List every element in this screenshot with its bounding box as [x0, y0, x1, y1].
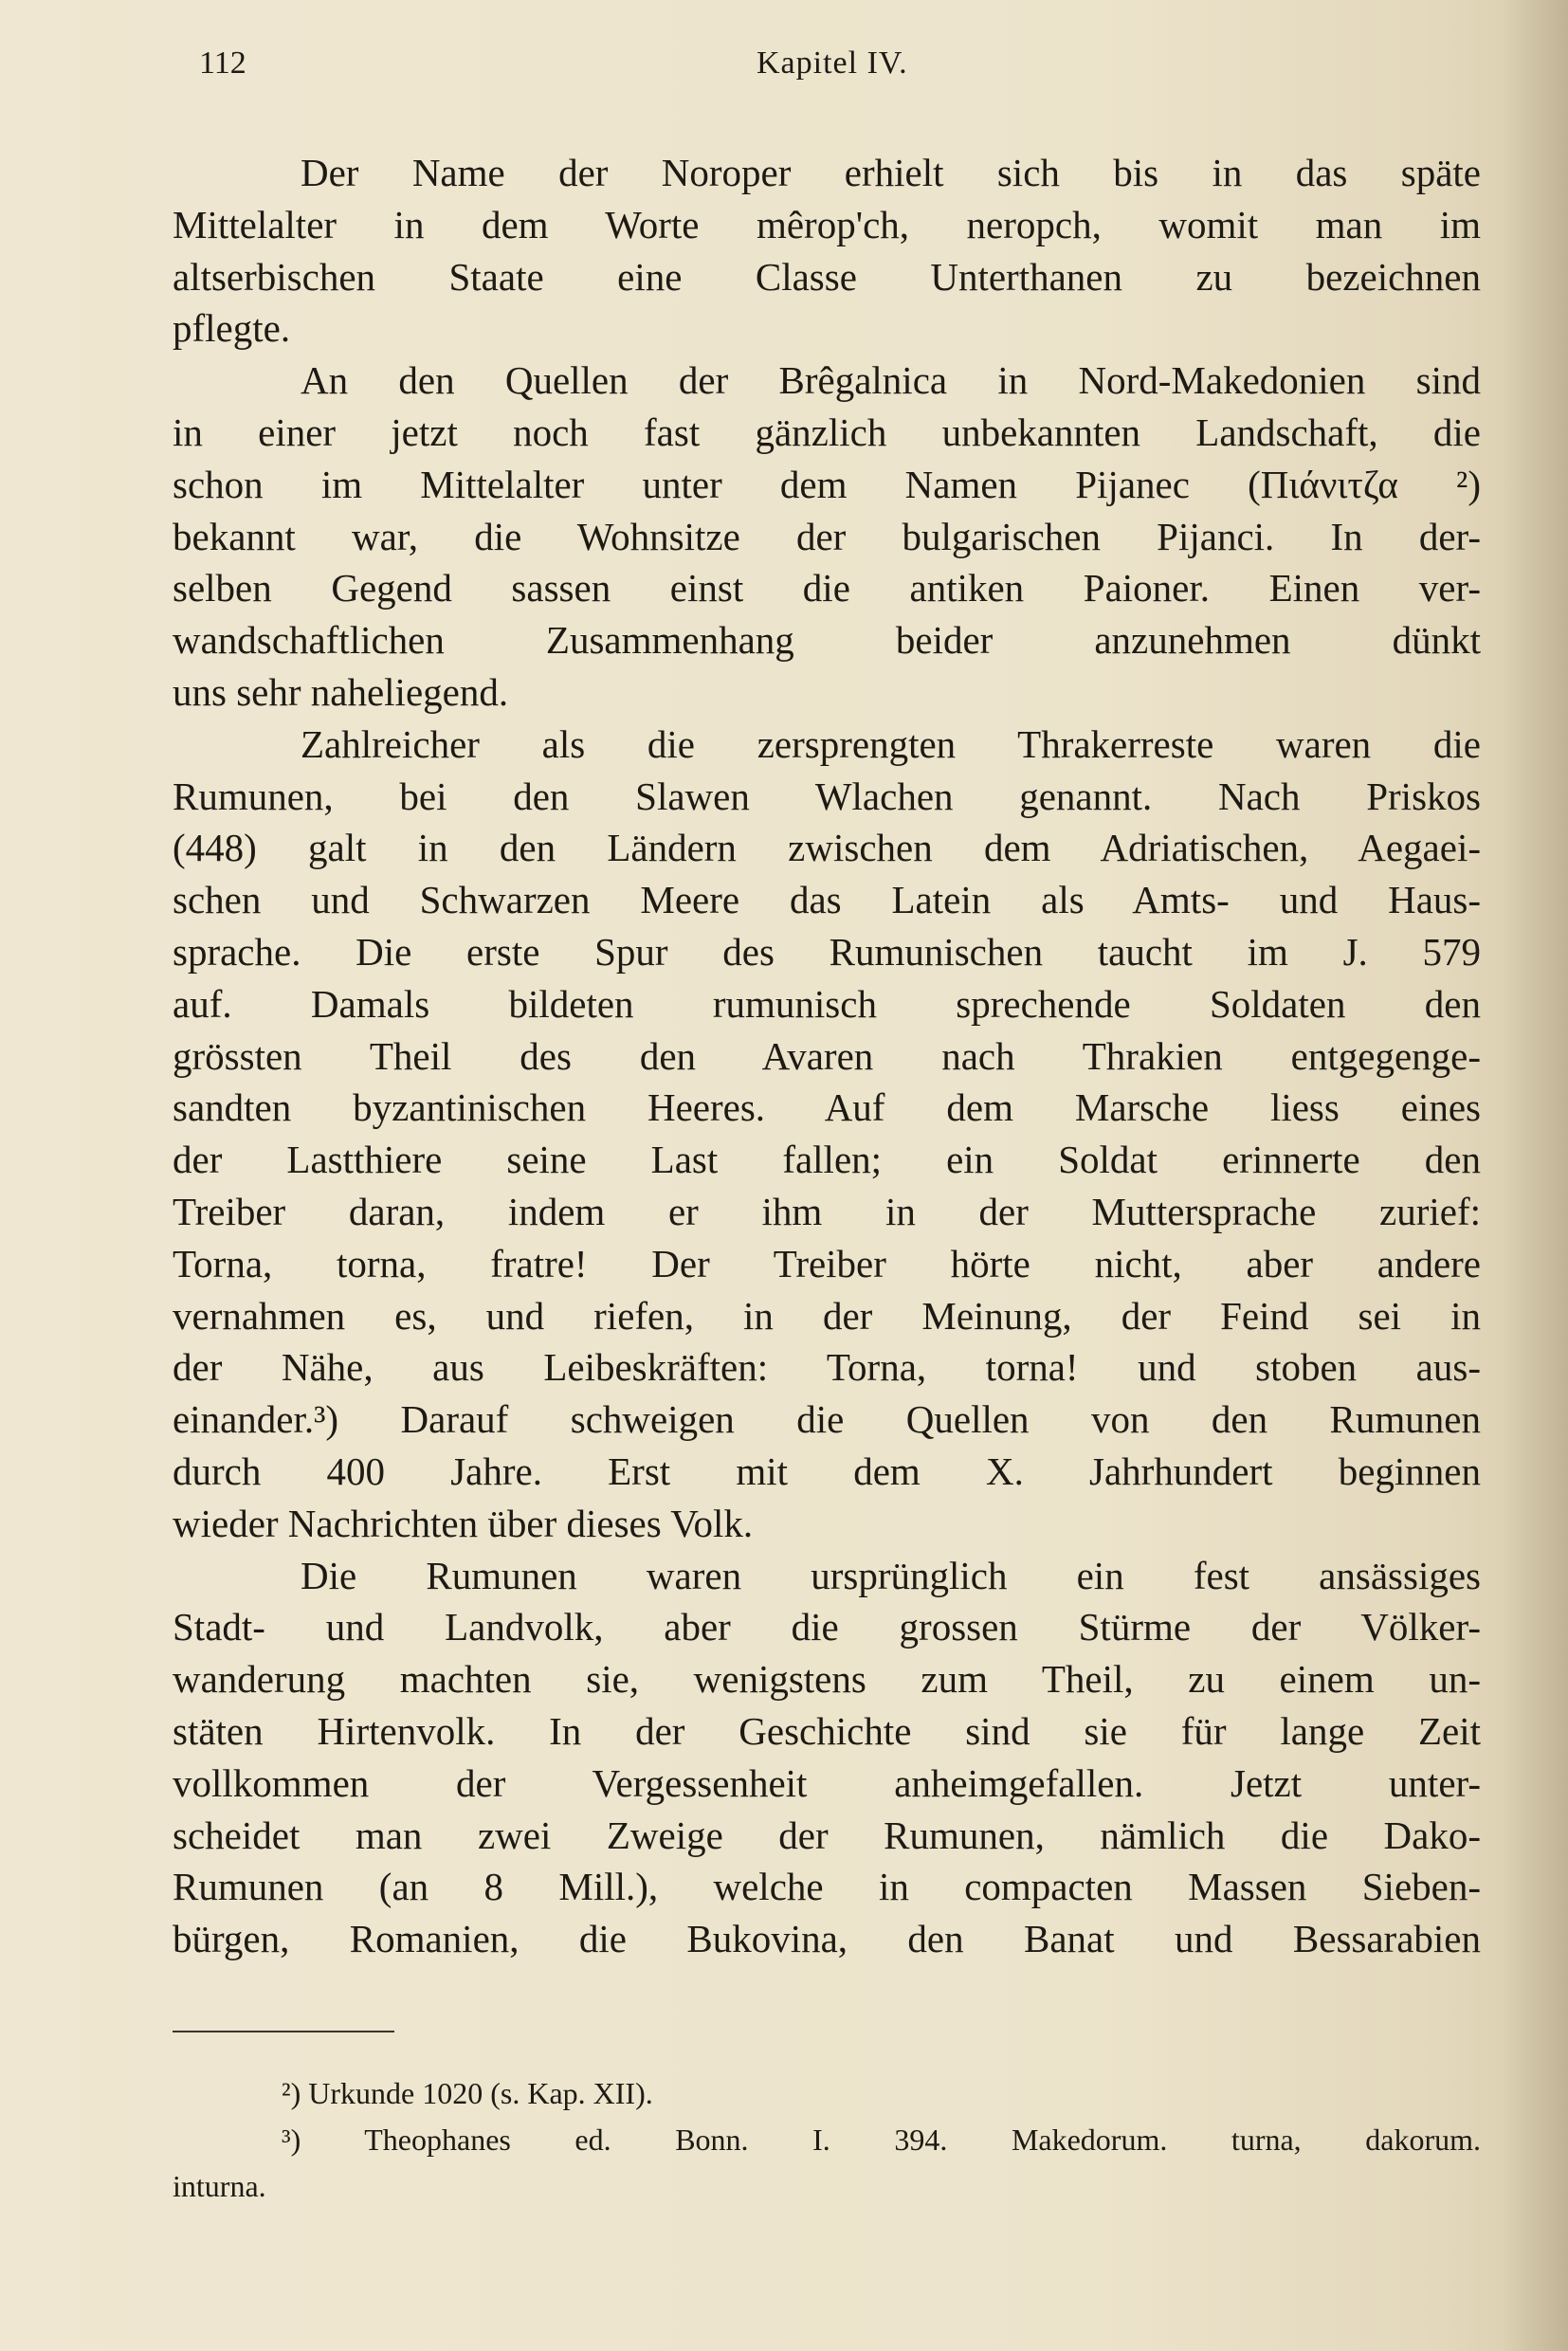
- text-line: (448) galt in den Ländern zwischen dem Adriatischen, Aegaei-: [173, 826, 1481, 870]
- page-edge-shadow: [1502, 0, 1568, 2351]
- text-line: bürgen, Romanien, die Bukovina, den Banat und Bessarabien: [173, 1917, 1481, 1961]
- text-line: Die Rumunen waren ursprünglich ein fest ansässiges: [301, 1553, 1481, 1597]
- footnotes: [173, 2070, 1481, 2210]
- text-line: stäten Hirtenvolk. In der Geschichte sind sie für lange Zeit: [173, 1708, 1481, 1753]
- text-line: pflegte.: [173, 306, 291, 351]
- text-line: Stadt- und Landvolk, aber die grossen Stürme der Völker-: [173, 1605, 1481, 1649]
- text-line: sandten byzantinischen Heeres. Auf dem Marsche liess eines: [173, 1085, 1481, 1130]
- text-line: Zahlreicher als die zersprengten Thrakerreste waren die: [301, 721, 1481, 766]
- text-line: der Nähe, aus Leibeskräften: Torna, torna! und stoben aus-: [173, 1345, 1481, 1390]
- text-line: Treiber daran, indem er ihm in der Muttersprache zurief:: [173, 1189, 1481, 1233]
- text-line: auf. Damals bildeten rumunisch sprechende Soldaten den: [173, 981, 1481, 1026]
- running-head: [199, 46, 1479, 93]
- body-text: [173, 147, 1481, 1965]
- text-line: durch 400 Jahre. Erst mit dem X. Jahrhundert beginnen: [173, 1449, 1481, 1493]
- footnote-continuation: inturna.: [173, 2169, 266, 2203]
- chapter-title: Kapitel IV.: [757, 46, 908, 81]
- text-line: Torna, torna, fratre! Der Treiber hörte nicht, aber andere: [173, 1241, 1481, 1285]
- page-number: 112: [199, 46, 246, 81]
- text-line: schon im Mittelalter unter dem Namen Pijanec (Πιάνιτζα ²): [173, 462, 1481, 506]
- footnote: ²) Urkunde 1020 (s. Kap. XII).: [282, 2076, 653, 2110]
- footnote-divider: [173, 2031, 394, 2032]
- text-line: uns sehr naheliegend.: [173, 669, 509, 714]
- text-line: grössten Theil des den Avaren nach Thrakien entgegenge-: [173, 1033, 1481, 1078]
- text-line: selben Gegend sassen einst die antiken Paioner. Einen ver-: [173, 566, 1481, 611]
- text-line: An den Quellen der Brêgalnica in Nord-Makedonien sind: [301, 358, 1481, 403]
- text-line: Rumunen, bei den Slawen Wlachen genannt. Nach Priskos: [173, 774, 1481, 818]
- text-line: einander.³) Darauf schweigen die Quellen von den Rumunen: [173, 1397, 1481, 1442]
- text-line: sprache. Die erste Spur des Rumunischen taucht im J. 579: [173, 929, 1481, 974]
- text-line: Der Name der Noroper erhielt sich bis in das späte: [301, 151, 1481, 194]
- text-line: schen und Schwarzen Meere das Latein als Amts- und Haus-: [173, 878, 1481, 922]
- text-line: in einer jetzt noch fast gänzlich unbekannten Landschaft, die: [173, 410, 1481, 454]
- text-line: wanderung machten sie, wenigstens zum Theil, zu einem un-: [173, 1657, 1481, 1702]
- text-line: vollkommen der Vergessenheit anheimgefallen. Jetzt unter-: [173, 1760, 1481, 1805]
- text-line: wandschaftlichen Zusammenhang beider anzunehmen dünkt: [173, 618, 1481, 663]
- text-line: vernahmen es, und riefen, in der Meinung, der Feind sei in: [173, 1293, 1481, 1338]
- text-line: Mittelalter in dem Worte mêrop'ch, neropch, womit man im: [173, 202, 1481, 246]
- footnote: ³) Theophanes ed. Bonn. I. 394. Makedorum. turna, dakorum.: [282, 2123, 1481, 2157]
- text-line: wieder Nachrichten über dieses Volk.: [173, 1501, 754, 1545]
- text-line: altserbischen Staate eine Classe Unterthanen zu bezeichnen: [173, 254, 1481, 299]
- text-line: der Lastthiere seine Last fallen; ein Soldat erinnerte den: [173, 1138, 1481, 1182]
- text-line: bekannt war, die Wohnsitze der bulgarischen Pijanci. In der-: [173, 514, 1481, 558]
- text-line: scheidet man zwei Zweige der Rumunen, nämlich die Dako-: [173, 1813, 1481, 1857]
- text-line: Rumunen (an 8 Mill.), welche in compacten Massen Sieben-: [173, 1865, 1481, 1909]
